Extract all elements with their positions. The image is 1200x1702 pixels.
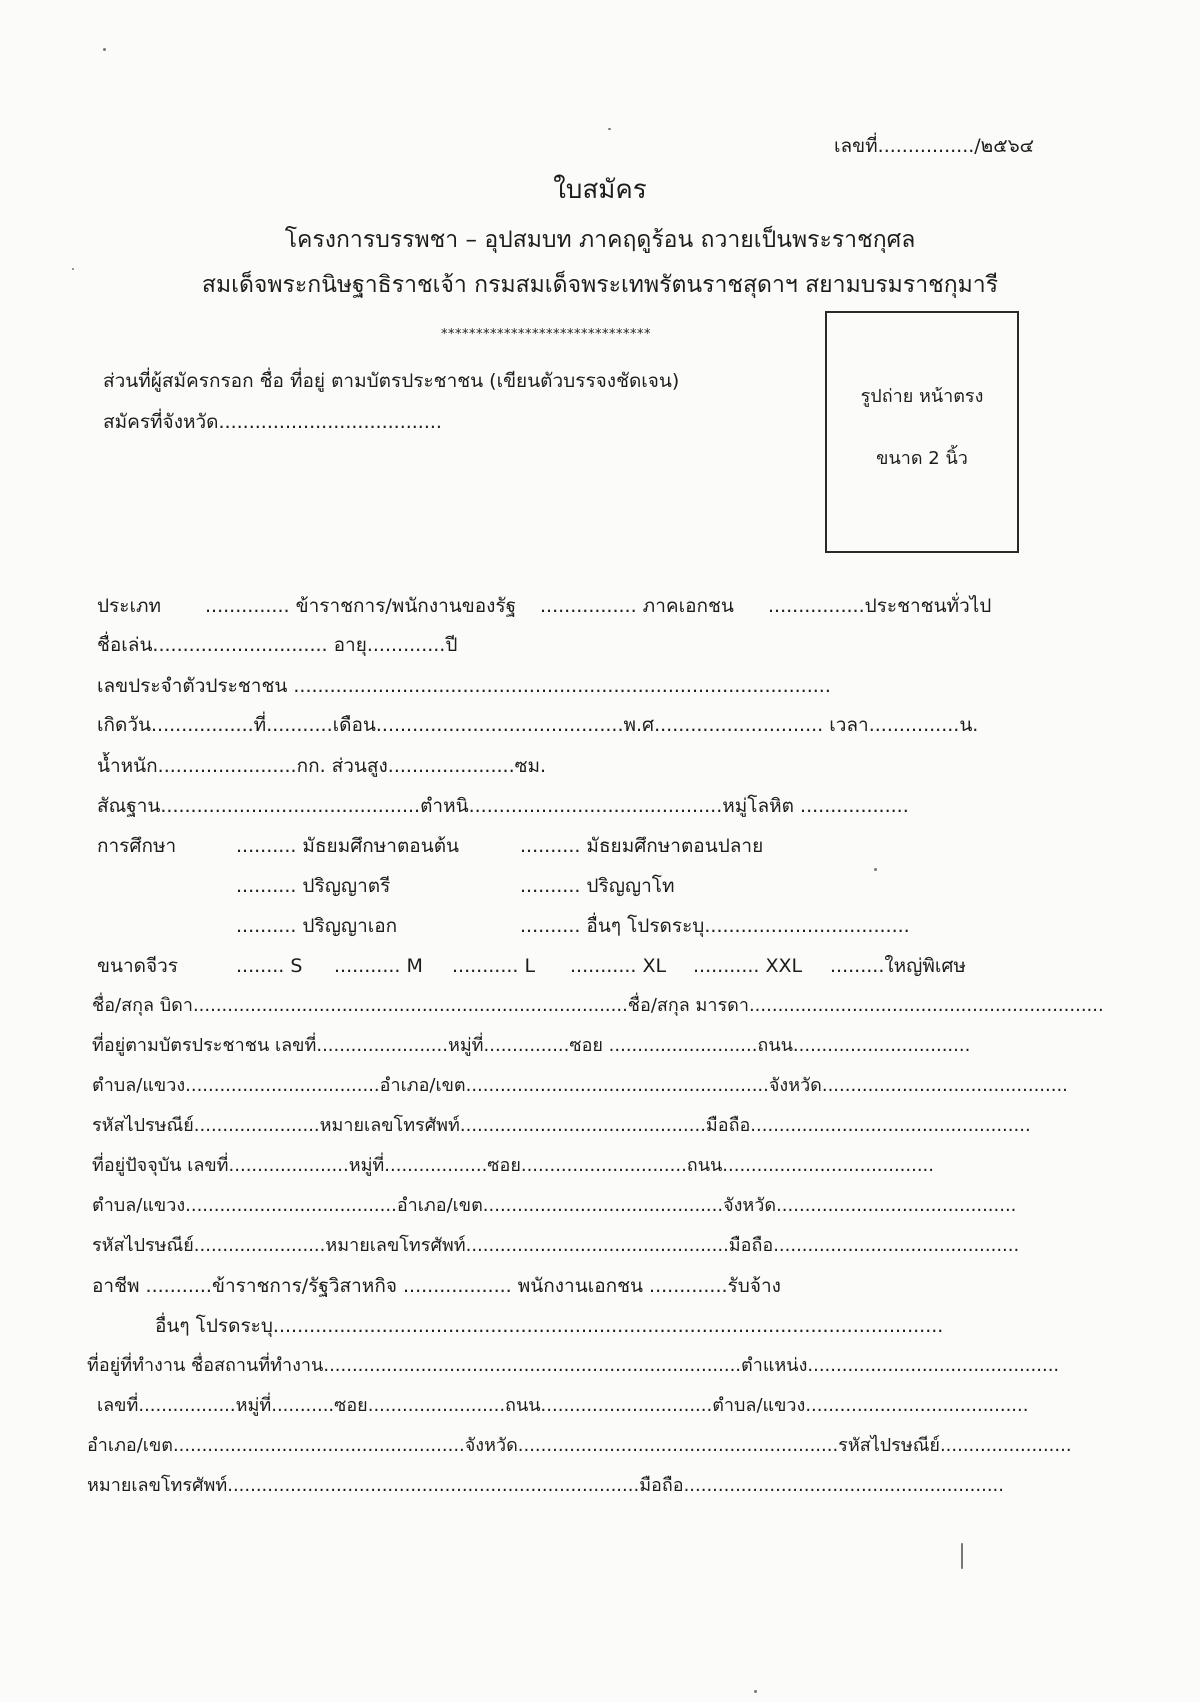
scan-speck bbox=[72, 268, 74, 270]
edu-lower-secondary: .......... มัธยมศึกษาตอนต้น bbox=[236, 835, 460, 857]
scan-speck bbox=[874, 868, 877, 871]
occupation-other-field: อื่นๆ โปรดระบุ............................................................................................................... bbox=[155, 1315, 944, 1337]
weight-height-field: น้ำหนัก.......................กก. ส่วนสูง.....................ซม. bbox=[97, 755, 547, 777]
robe-size-xxl: ........... XXL bbox=[693, 955, 803, 977]
robe-size-label: ขนาดจีวร bbox=[97, 955, 178, 977]
scan-speck bbox=[608, 128, 611, 130]
type-label: ประเภท bbox=[97, 595, 162, 617]
education-label: การศึกษา bbox=[97, 835, 177, 857]
apply-province-field: สมัครที่จังหวัด..................................... bbox=[103, 411, 442, 433]
robe-size-m: ........... M bbox=[334, 955, 423, 977]
stars-divider: ****************************** bbox=[441, 327, 651, 342]
type-private: ................ ภาคเอกชน bbox=[540, 595, 734, 617]
photo-box bbox=[825, 311, 1019, 553]
edu-upper-secondary: .......... มัธยมศึกษาตอนปลาย bbox=[520, 835, 764, 857]
nickname-age-field: ชื่อเล่น............................. อายุ.............ปี bbox=[97, 634, 458, 656]
occupation-field: อาชีพ ...........ข้าราชการ/รัฐวิสาหกิจ .................. พนักงานเอกชน .............รับจ้าง bbox=[92, 1275, 781, 1297]
workplace-line4: หมายเลขโทรศัพท์........................................................................มือถือ........................................................ bbox=[87, 1475, 1004, 1496]
workplace-line3: อำเภอ/เขต...................................................จังหวัด........................................................รหัสไปรษณีย์....................... bbox=[87, 1435, 1072, 1456]
workplace-line1: ที่อยู่ที่ทำงาน ชื่อสถานที่ทำงาน.........................................................................ตำแหน่ง............................................ bbox=[87, 1355, 1060, 1376]
birth-field: เกิดวัน.................ที่...........เดือน.........................................พ.ศ............................ เวลา...............น. bbox=[97, 714, 979, 736]
type-government: .............. ข้าราชการ/พนักงานของรัฐ bbox=[205, 595, 517, 617]
type-public: ................ประชาชนทั่วไป bbox=[768, 595, 992, 617]
robe-size-s: ........ S bbox=[236, 955, 303, 977]
current-address-line2: ตำบล/แขวง.....................................อำเภอ/เขต..........................................จังหวัด.......................................... bbox=[92, 1195, 1017, 1216]
card-address-line2: ตำบล/แขวง..................................อำเภอ/เขต.....................................................จังหวัด........................................... bbox=[92, 1075, 1068, 1096]
card-address-line1: ที่อยู่ตามบัตรประชาชน เลขที่.......................หมู่ที่...............ซอย ..........................ถนน............................... bbox=[92, 1035, 971, 1056]
scan-speck bbox=[754, 1690, 757, 1693]
current-address-line3: รหัสไปรษณีย์.......................หมายเลขโทรศัพท์..............................................มือถือ........................................... bbox=[92, 1235, 1020, 1256]
edu-other: .......... อื่นๆ โปรดระบุ.................................. bbox=[520, 915, 910, 937]
form-title: ใบสมัคร bbox=[553, 175, 647, 205]
parents-field: ชื่อ/สกุล บิดา............................................................................ชื่อ/สกุล มารดา.............................................................. bbox=[92, 995, 1104, 1016]
photo-label: รูปถ่าย หน้าตรง bbox=[860, 386, 984, 407]
scan-speck bbox=[103, 48, 106, 51]
scan-speck bbox=[961, 1543, 963, 1569]
marks-bloodtype-field: สัณฐาน...........................................ตำหนิ..........................................หมู่โลหิต .................. bbox=[97, 795, 909, 817]
project-title: โครงการบรรพชา – อุปสมบท ภาคฤดูร้อน ถวายเป็นพระราชกุศล bbox=[284, 227, 916, 253]
id-card-field: เลขประจำตัวประชาชน ......................................................................................... bbox=[97, 675, 831, 697]
robe-size-extra-large: .........ใหญ่พิเศษ bbox=[830, 955, 966, 977]
edu-bachelor: .......... ปริญญาตรี bbox=[236, 875, 391, 897]
photo-size-label: ขนาด 2 นิ้ว bbox=[876, 448, 968, 469]
robe-size-l: ........... L bbox=[452, 955, 536, 977]
form-number: เลขที่................/๒๕๖๔ bbox=[834, 135, 1035, 157]
robe-size-xl: ........... XL bbox=[570, 955, 667, 977]
edu-doctorate: .......... ปริญญาเอก bbox=[236, 915, 398, 937]
edu-master: .......... ปริญญาโท bbox=[520, 875, 675, 897]
intro-instruction: ส่วนที่ผู้สมัครกรอก ชื่อ ที่อยู่ ตามบัตรประชาชน (เขียนตัวบรรจงชัดเจน) bbox=[103, 370, 680, 392]
workplace-line2: เลขที่.................หมู่ที่...........ซอย........................ถนน..............................ตำบล/แขวง....................................... bbox=[97, 1395, 1029, 1416]
current-address-line1: ที่อยู่ปัจจุบัน เลขที่.....................หมู่ที่..................ซอย.............................ถนน..................................... bbox=[92, 1155, 935, 1176]
card-address-line3: รหัสไปรษณีย์......................หมายเลขโทรศัพท์...........................................มือถือ................................................. bbox=[92, 1115, 1031, 1136]
dedication-line: สมเด็จพระกนิษฐาธิราชเจ้า กรมสมเด็จพระเทพรัตนราชสุดาฯ สยามบรมราชกุมารี bbox=[201, 272, 999, 298]
